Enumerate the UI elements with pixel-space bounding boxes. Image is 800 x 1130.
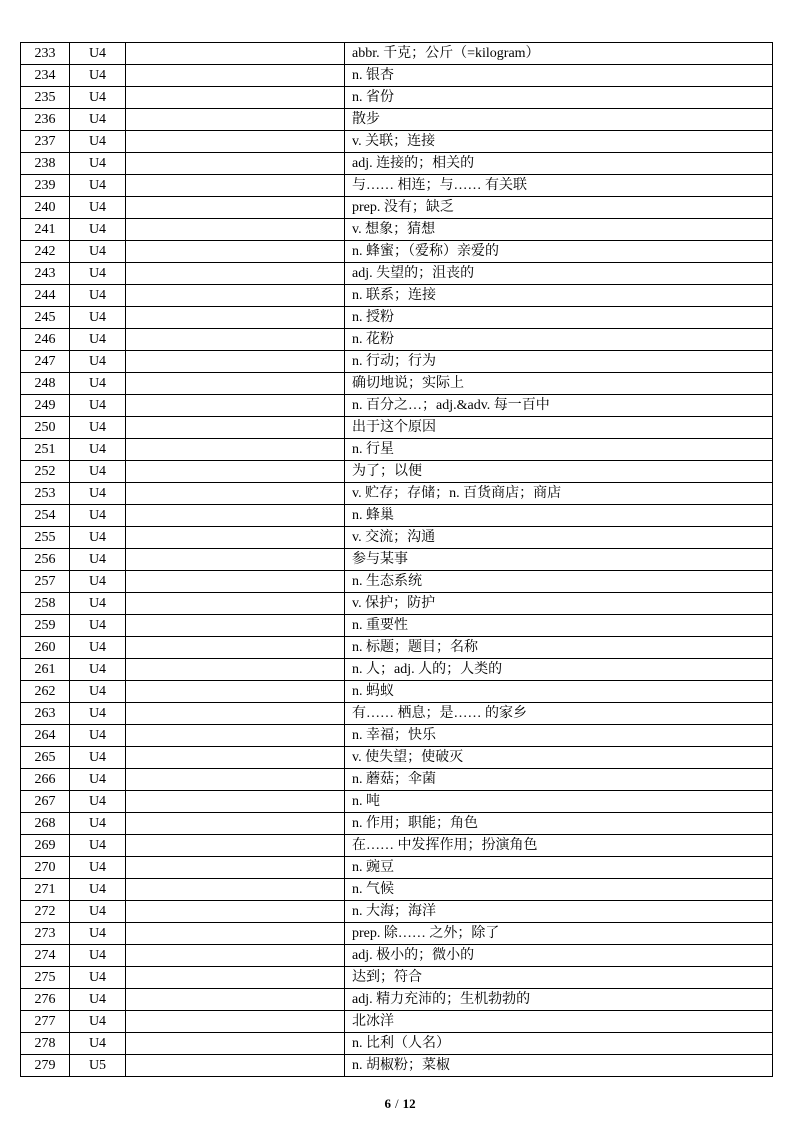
word-cell — [126, 263, 345, 285]
word-cell — [126, 373, 345, 395]
table-row — [21, 439, 773, 461]
meaning-cell: n. 蘑菇；伞菌 — [345, 769, 773, 791]
word-cell — [126, 527, 345, 549]
meaning-cell: prep. 没有；缺乏 — [345, 197, 773, 219]
word-cell — [126, 43, 345, 65]
meaning-cell: v. 使失望；使破灭 — [345, 747, 773, 769]
word-cell — [126, 153, 345, 175]
unit-cell: U4 — [70, 967, 126, 989]
word-cell — [126, 703, 345, 725]
table-row — [21, 175, 773, 197]
word-cell — [126, 241, 345, 263]
entry-number-cell: 244 — [21, 285, 70, 307]
unit-cell: U4 — [70, 901, 126, 923]
unit-cell: U4 — [70, 659, 126, 681]
table-row — [21, 329, 773, 351]
word-cell — [126, 175, 345, 197]
word-cell — [126, 1011, 345, 1033]
table-row — [21, 373, 773, 395]
entry-number-cell: 250 — [21, 417, 70, 439]
entry-number-cell: 252 — [21, 461, 70, 483]
unit-cell: U4 — [70, 219, 126, 241]
word-cell — [126, 549, 345, 571]
entry-number-cell: 248 — [21, 373, 70, 395]
entry-number-cell: 261 — [21, 659, 70, 681]
word-cell — [126, 505, 345, 527]
table-row — [21, 637, 773, 659]
entry-number-cell: 277 — [21, 1011, 70, 1033]
table-row — [21, 725, 773, 747]
unit-cell: U4 — [70, 813, 126, 835]
entry-number-cell: 263 — [21, 703, 70, 725]
meaning-cell: 在…… 中发挥作用；扮演角色 — [345, 835, 773, 857]
meaning-cell: 北冰洋 — [345, 1011, 773, 1033]
table-row — [21, 483, 773, 505]
table-row — [21, 923, 773, 945]
unit-cell: U4 — [70, 593, 126, 615]
table-row — [21, 131, 773, 153]
table-row — [21, 791, 773, 813]
entry-number-cell: 262 — [21, 681, 70, 703]
entry-number-cell: 265 — [21, 747, 70, 769]
unit-cell: U4 — [70, 109, 126, 131]
entry-number-cell: 273 — [21, 923, 70, 945]
word-cell — [126, 131, 345, 153]
table-row — [21, 703, 773, 725]
entry-number-cell: 254 — [21, 505, 70, 527]
unit-cell: U4 — [70, 395, 126, 417]
word-cell — [126, 439, 345, 461]
unit-cell: U4 — [70, 329, 126, 351]
entry-number-cell: 258 — [21, 593, 70, 615]
unit-cell: U5 — [70, 1055, 126, 1077]
table-row — [21, 241, 773, 263]
meaning-cell: n. 人；adj. 人的；人类的 — [345, 659, 773, 681]
meaning-cell: v. 想象；猜想 — [345, 219, 773, 241]
unit-cell: U4 — [70, 175, 126, 197]
meaning-cell: 确切地说；实际上 — [345, 373, 773, 395]
entry-number-cell: 235 — [21, 87, 70, 109]
unit-cell: U4 — [70, 681, 126, 703]
table-row — [21, 879, 773, 901]
entry-number-cell: 249 — [21, 395, 70, 417]
meaning-cell: 参与某事 — [345, 549, 773, 571]
word-cell — [126, 659, 345, 681]
meaning-cell: n. 吨 — [345, 791, 773, 813]
unit-cell: U4 — [70, 989, 126, 1011]
table-row — [21, 263, 773, 285]
entry-number-cell: 271 — [21, 879, 70, 901]
meaning-cell: abbr. 千克；公斤（=kilogram） — [345, 43, 773, 65]
word-cell — [126, 901, 345, 923]
entry-number-cell: 269 — [21, 835, 70, 857]
word-cell — [126, 791, 345, 813]
unit-cell: U4 — [70, 483, 126, 505]
table-row — [21, 219, 773, 241]
unit-cell: U4 — [70, 373, 126, 395]
word-cell — [126, 483, 345, 505]
table-row — [21, 901, 773, 923]
word-cell — [126, 637, 345, 659]
meaning-cell: n. 百分之…；adj.&adv. 每一百中 — [345, 395, 773, 417]
unit-cell: U4 — [70, 769, 126, 791]
entry-number-cell: 237 — [21, 131, 70, 153]
word-cell — [126, 725, 345, 747]
word-cell — [126, 681, 345, 703]
meaning-cell: n. 生态系统 — [345, 571, 773, 593]
vocabulary-table — [20, 42, 773, 1077]
meaning-cell: 出于这个原因 — [345, 417, 773, 439]
entry-number-cell: 247 — [21, 351, 70, 373]
page-footer — [0, 1096, 800, 1112]
meaning-cell: n. 蜂巢 — [345, 505, 773, 527]
table-row — [21, 153, 773, 175]
table-row — [21, 109, 773, 131]
meaning-cell: adj. 失望的；沮丧的 — [345, 263, 773, 285]
table-row — [21, 967, 773, 989]
unit-cell: U4 — [70, 747, 126, 769]
entry-number-cell: 246 — [21, 329, 70, 351]
entry-number-cell: 251 — [21, 439, 70, 461]
meaning-cell: v. 贮存；存储；n. 百货商店；商店 — [345, 483, 773, 505]
table-row — [21, 659, 773, 681]
table-row — [21, 461, 773, 483]
word-cell — [126, 109, 345, 131]
word-cell — [126, 1033, 345, 1055]
meaning-cell: n. 重要性 — [345, 615, 773, 637]
meaning-cell: n. 蜂蜜；（爱称）亲爱的 — [345, 241, 773, 263]
entry-number-cell: 243 — [21, 263, 70, 285]
meaning-cell: 有…… 栖息；是…… 的家乡 — [345, 703, 773, 725]
word-cell — [126, 923, 345, 945]
meaning-cell: n. 授粉 — [345, 307, 773, 329]
total-page-count: 12 — [402, 1096, 416, 1111]
meaning-cell: adj. 极小的；微小的 — [345, 945, 773, 967]
table-row — [21, 571, 773, 593]
word-cell — [126, 813, 345, 835]
meaning-cell: n. 比利（人名） — [345, 1033, 773, 1055]
table-row — [21, 1033, 773, 1055]
word-cell — [126, 967, 345, 989]
entry-number-cell: 233 — [21, 43, 70, 65]
entry-number-cell: 274 — [21, 945, 70, 967]
table-row — [21, 351, 773, 373]
table-row — [21, 527, 773, 549]
table-row — [21, 307, 773, 329]
meaning-cell: 达到；符合 — [345, 967, 773, 989]
word-cell — [126, 593, 345, 615]
meaning-cell: adj. 连接的；相关的 — [345, 153, 773, 175]
table-row — [21, 593, 773, 615]
entry-number-cell: 234 — [21, 65, 70, 87]
word-cell — [126, 351, 345, 373]
unit-cell: U4 — [70, 263, 126, 285]
entry-number-cell: 275 — [21, 967, 70, 989]
unit-cell: U4 — [70, 153, 126, 175]
table-row — [21, 747, 773, 769]
word-cell — [126, 219, 345, 241]
unit-cell: U4 — [70, 549, 126, 571]
table-row — [21, 615, 773, 637]
unit-cell: U4 — [70, 1033, 126, 1055]
table-row — [21, 549, 773, 571]
meaning-cell: n. 作用；职能；角色 — [345, 813, 773, 835]
entry-number-cell: 255 — [21, 527, 70, 549]
word-cell — [126, 197, 345, 219]
entry-number-cell: 239 — [21, 175, 70, 197]
meaning-cell: n. 蚂蚁 — [345, 681, 773, 703]
meaning-cell: n. 气候 — [345, 879, 773, 901]
entry-number-cell: 272 — [21, 901, 70, 923]
meaning-cell: n. 花粉 — [345, 329, 773, 351]
table-row — [21, 505, 773, 527]
meaning-cell: n. 标题；题目；名称 — [345, 637, 773, 659]
unit-cell: U4 — [70, 923, 126, 945]
table-row — [21, 681, 773, 703]
table-row — [21, 395, 773, 417]
entry-number-cell: 245 — [21, 307, 70, 329]
table-row — [21, 769, 773, 791]
meaning-cell: n. 行星 — [345, 439, 773, 461]
unit-cell: U4 — [70, 857, 126, 879]
unit-cell: U4 — [70, 307, 126, 329]
entry-number-cell: 257 — [21, 571, 70, 593]
word-cell — [126, 87, 345, 109]
meaning-cell: v. 关联；连接 — [345, 131, 773, 153]
unit-cell: U4 — [70, 65, 126, 87]
table-row — [21, 857, 773, 879]
meaning-cell: prep. 除…… 之外；除了 — [345, 923, 773, 945]
meaning-cell: n. 大海；海洋 — [345, 901, 773, 923]
meaning-cell: v. 保护；防护 — [345, 593, 773, 615]
entry-number-cell: 268 — [21, 813, 70, 835]
table-row — [21, 1011, 773, 1033]
word-cell — [126, 747, 345, 769]
table-row — [21, 65, 773, 87]
entry-number-cell: 241 — [21, 219, 70, 241]
unit-cell: U4 — [70, 87, 126, 109]
word-cell — [126, 989, 345, 1011]
meaning-cell: n. 胡椒粉；菜椒 — [345, 1055, 773, 1077]
meaning-cell: 散步 — [345, 109, 773, 131]
word-cell — [126, 769, 345, 791]
word-cell — [126, 307, 345, 329]
unit-cell: U4 — [70, 439, 126, 461]
entry-number-cell: 276 — [21, 989, 70, 1011]
meaning-cell: n. 联系；连接 — [345, 285, 773, 307]
unit-cell: U4 — [70, 131, 126, 153]
entry-number-cell: 236 — [21, 109, 70, 131]
vocabulary-table-body — [21, 43, 773, 1077]
word-cell — [126, 615, 345, 637]
word-cell — [126, 417, 345, 439]
table-row — [21, 417, 773, 439]
table-row — [21, 87, 773, 109]
table-row — [21, 945, 773, 967]
table-row — [21, 1055, 773, 1077]
table-row — [21, 813, 773, 835]
word-cell — [126, 945, 345, 967]
entry-number-cell: 267 — [21, 791, 70, 813]
meaning-cell: 为了；以便 — [345, 461, 773, 483]
word-cell — [126, 329, 345, 351]
current-page-number: 6 — [384, 1096, 391, 1111]
word-cell — [126, 395, 345, 417]
meaning-cell: v. 交流；沟通 — [345, 527, 773, 549]
word-cell — [126, 835, 345, 857]
word-cell — [126, 1055, 345, 1077]
word-cell — [126, 65, 345, 87]
unit-cell: U4 — [70, 879, 126, 901]
unit-cell: U4 — [70, 945, 126, 967]
unit-cell: U4 — [70, 725, 126, 747]
unit-cell: U4 — [70, 43, 126, 65]
unit-cell: U4 — [70, 351, 126, 373]
meaning-cell: n. 省份 — [345, 87, 773, 109]
unit-cell: U4 — [70, 285, 126, 307]
unit-cell: U4 — [70, 571, 126, 593]
page-separator: / — [394, 1096, 399, 1111]
unit-cell: U4 — [70, 461, 126, 483]
table-row — [21, 197, 773, 219]
entry-number-cell: 278 — [21, 1033, 70, 1055]
word-cell — [126, 285, 345, 307]
unit-cell: U4 — [70, 417, 126, 439]
unit-cell: U4 — [70, 1011, 126, 1033]
entry-number-cell: 242 — [21, 241, 70, 263]
unit-cell: U4 — [70, 791, 126, 813]
entry-number-cell: 240 — [21, 197, 70, 219]
unit-cell: U4 — [70, 703, 126, 725]
unit-cell: U4 — [70, 527, 126, 549]
unit-cell: U4 — [70, 637, 126, 659]
entry-number-cell: 270 — [21, 857, 70, 879]
table-row — [21, 835, 773, 857]
meaning-cell: n. 幸福；快乐 — [345, 725, 773, 747]
entry-number-cell: 253 — [21, 483, 70, 505]
entry-number-cell: 266 — [21, 769, 70, 791]
unit-cell: U4 — [70, 835, 126, 857]
table-row — [21, 989, 773, 1011]
entry-number-cell: 260 — [21, 637, 70, 659]
unit-cell: U4 — [70, 505, 126, 527]
unit-cell: U4 — [70, 615, 126, 637]
word-cell — [126, 571, 345, 593]
meaning-cell: n. 银杏 — [345, 65, 773, 87]
word-cell — [126, 879, 345, 901]
table-row — [21, 43, 773, 65]
meaning-cell: adj. 精力充沛的；生机勃勃的 — [345, 989, 773, 1011]
table-row — [21, 285, 773, 307]
entry-number-cell: 259 — [21, 615, 70, 637]
unit-cell: U4 — [70, 241, 126, 263]
entry-number-cell: 264 — [21, 725, 70, 747]
entry-number-cell: 279 — [21, 1055, 70, 1077]
entry-number-cell: 256 — [21, 549, 70, 571]
word-cell — [126, 857, 345, 879]
unit-cell: U4 — [70, 197, 126, 219]
meaning-cell: 与…… 相连；与…… 有关联 — [345, 175, 773, 197]
entry-number-cell: 238 — [21, 153, 70, 175]
meaning-cell: n. 行动；行为 — [345, 351, 773, 373]
meaning-cell: n. 豌豆 — [345, 857, 773, 879]
word-cell — [126, 461, 345, 483]
